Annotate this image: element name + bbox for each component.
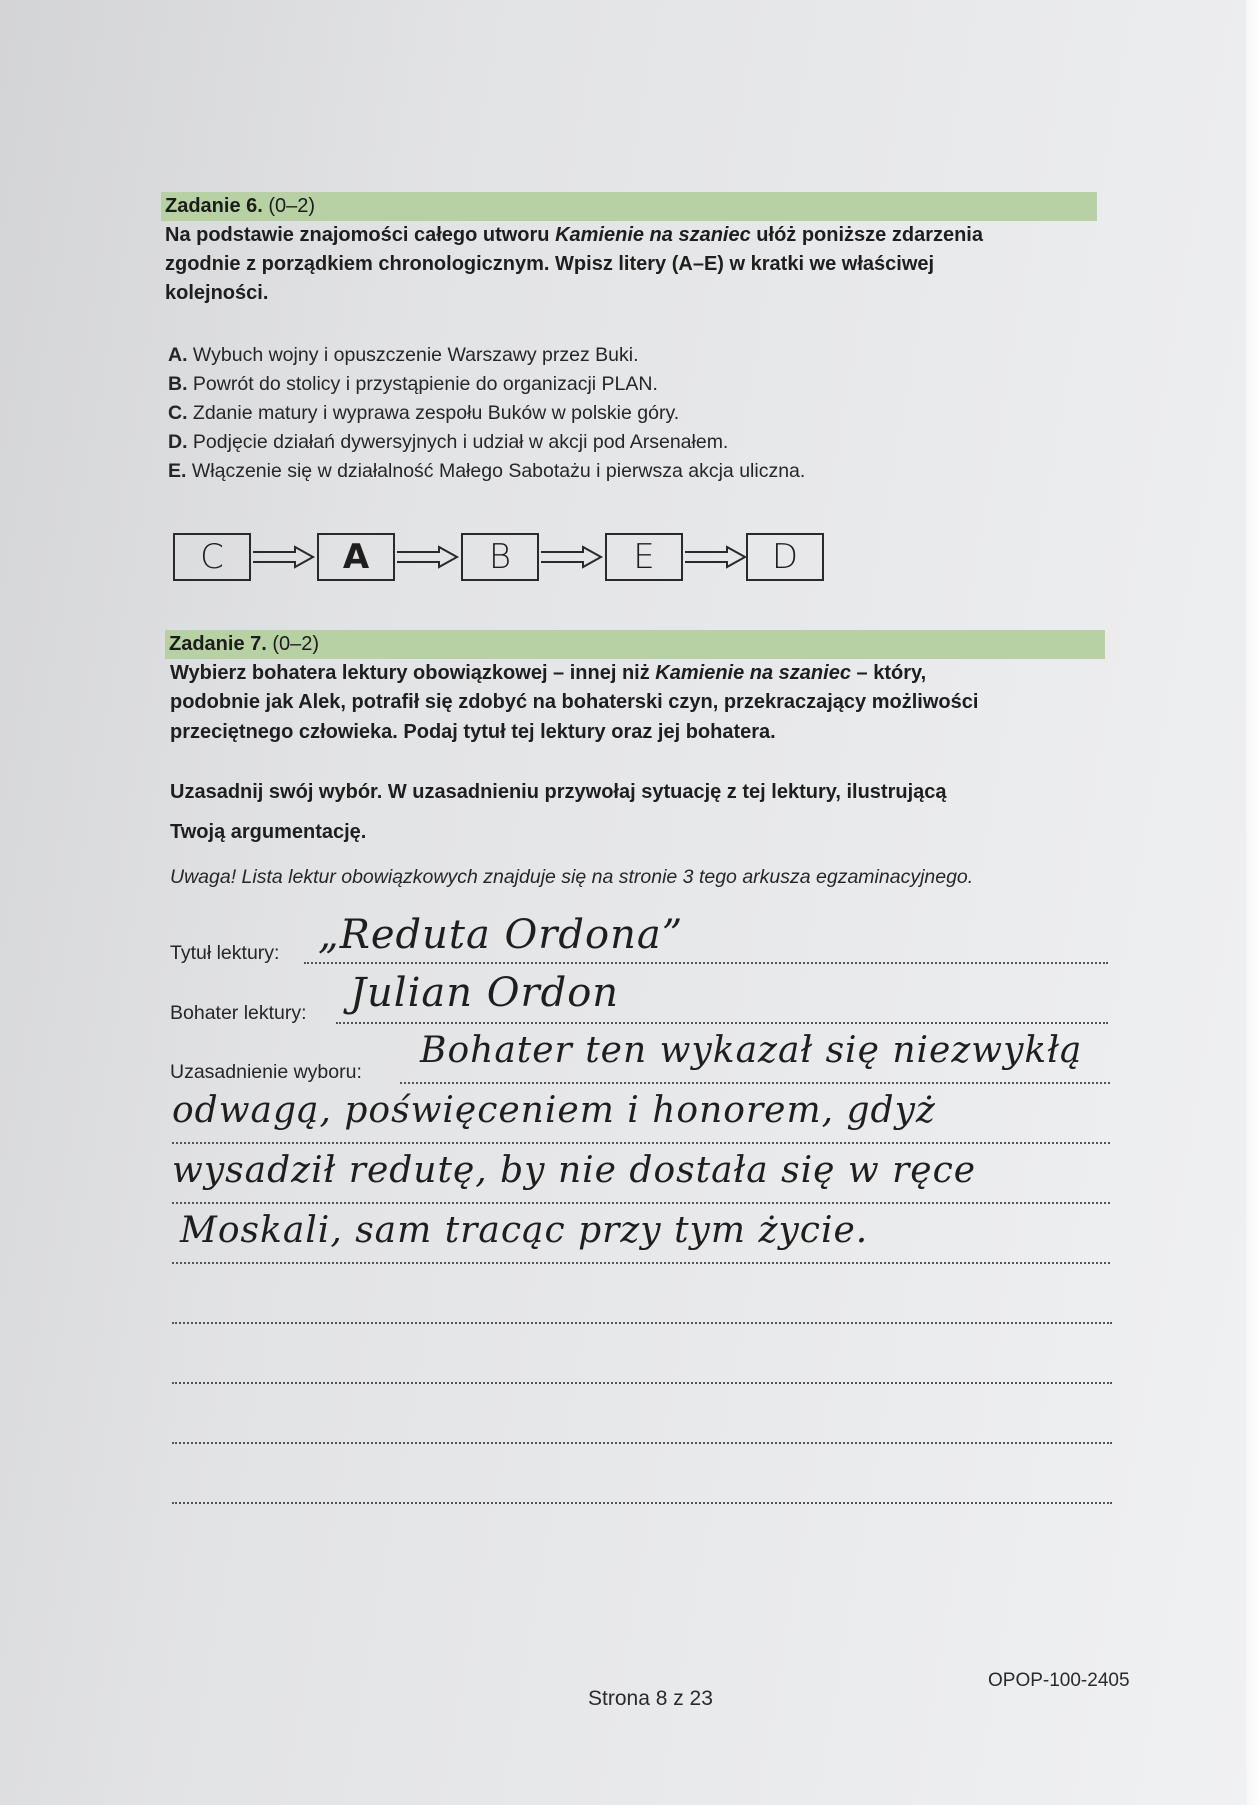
justification-line-5 — [172, 1322, 1112, 1324]
justification-line-2 — [172, 1142, 1110, 1144]
title-answer-line — [304, 962, 1108, 964]
justification-line-8 — [172, 1502, 1112, 1504]
justification-label: Uzasadnienie wyboru: — [170, 1061, 362, 1083]
answer-box-1[interactable]: C — [173, 533, 251, 581]
arrow-right-icon — [395, 544, 461, 570]
task6-title: Zadanie 6. — [165, 195, 263, 217]
task6-option-d — [168, 430, 728, 454]
option-text: Włączenie się w działalność Małego Sabotażu i pierwsza akcja uliczna. — [186, 460, 806, 482]
task6-points: (0–2) — [268, 195, 316, 217]
task7-line4: Uzasadnij swój wybór. W uzasadnieniu przywołaj sytuację z tej lektury, ilustrującą — [170, 781, 947, 803]
answer-box-2[interactable]: A — [317, 533, 395, 581]
option-text: Podjęcie działań dywersyjnych i udział w akcji pod Arsenałem. — [187, 431, 729, 453]
task7-line3: przeciętnego człowieka. Podaj tytuł tej lektury oraz jej bohatera. — [170, 721, 776, 743]
task6-book-title: Kamienie na szaniec — [555, 224, 751, 246]
option-letter: C. — [168, 402, 188, 424]
exam-code: OPOP-100-2405 — [988, 1670, 1130, 1691]
arrow-right-icon — [683, 544, 749, 570]
task7-line1-text-a: Wybierz bohatera lektury obowiązkowej – innej niż — [170, 662, 656, 684]
task6-instruction-text-a: Na podstawie znajomości całego utworu — [165, 224, 556, 246]
task7-book-title: Kamienie na szaniec — [655, 662, 851, 684]
task6-header — [161, 192, 1097, 221]
answer-box-5[interactable]: D — [746, 533, 824, 581]
task6-instruction-text-b: ułóż poniższe zdarzenia — [750, 224, 983, 246]
option-text: Zdanie matury i wyprawa zespołu Buków w polskie góry. — [187, 402, 680, 424]
task7-title: Zadanie 7. — [169, 633, 267, 655]
task7-line1 — [170, 659, 926, 688]
hero-label: Bohater lektury: — [170, 1002, 307, 1024]
task7-line1-text-b: – który, — [850, 662, 927, 684]
title-answer[interactable]: „Reduta Ordona” — [318, 912, 684, 958]
arrow-right-icon — [251, 544, 317, 570]
hero-answer-line — [336, 1022, 1108, 1024]
task7-note: Uwaga! Lista lektur obowiązkowych znajduje się na stronie 3 tego arkusza egzaminacyjnego. — [170, 866, 974, 888]
justification-answer-line-4[interactable]: Moskali, sam tracąc przy tym życie. — [180, 1210, 869, 1251]
page-edge — [1246, 0, 1260, 1805]
task7-points: (0–2) — [272, 633, 320, 655]
answer-box-4[interactable]: E — [605, 533, 683, 581]
option-text: Powrót do stolicy i przystąpienie do organizacji PLAN. — [187, 373, 658, 395]
task7-header — [165, 630, 1105, 659]
task6-option-b — [168, 372, 658, 396]
justification-line-1 — [400, 1082, 1110, 1084]
justification-answer-line-2[interactable]: odwagą, poświęceniem i honorem, gdyż — [172, 1090, 936, 1131]
option-text: Wybuch wojny i opuszczenie Warszawy przez Buki. — [187, 344, 639, 366]
task6-option-e — [168, 459, 805, 483]
justification-answer-line-3[interactable]: wysadził redutę, by nie dostała się w ręce — [172, 1150, 977, 1191]
task6-instruction-line2: zgodnie z porządkiem chronologicznym. Wpisz litery (A–E) w kratki we właściwej — [165, 253, 935, 275]
task6-instruction-line1 — [165, 221, 983, 250]
answer-box-3[interactable]: B — [461, 533, 539, 581]
page-number: Strona 8 z 23 — [588, 1687, 713, 1710]
option-letter: B. — [168, 373, 188, 395]
task7-line5: Twoją argumentację. — [170, 821, 367, 843]
option-letter: D. — [168, 431, 188, 453]
justification-answer-line-1[interactable]: Bohater ten wykazał się niezwykłą — [420, 1030, 1083, 1071]
task6-option-c — [168, 401, 679, 425]
justification-line-7 — [172, 1442, 1112, 1444]
hero-answer[interactable]: Julian Ordon — [350, 970, 620, 1016]
option-letter: E. — [168, 460, 187, 482]
option-letter: A. — [168, 344, 188, 366]
arrow-right-icon — [539, 544, 605, 570]
task7-line2: podobnie jak Alek, potrafił się zdobyć na bohaterski czyn, przekraczający możliwości — [170, 691, 979, 713]
task6-instruction-line3: kolejności. — [165, 282, 269, 304]
task6-option-a — [168, 343, 639, 367]
justification-line-4 — [172, 1262, 1110, 1264]
title-label: Tytuł lektury: — [170, 942, 280, 964]
justification-line-6 — [172, 1382, 1112, 1384]
justification-line-3 — [172, 1202, 1110, 1204]
